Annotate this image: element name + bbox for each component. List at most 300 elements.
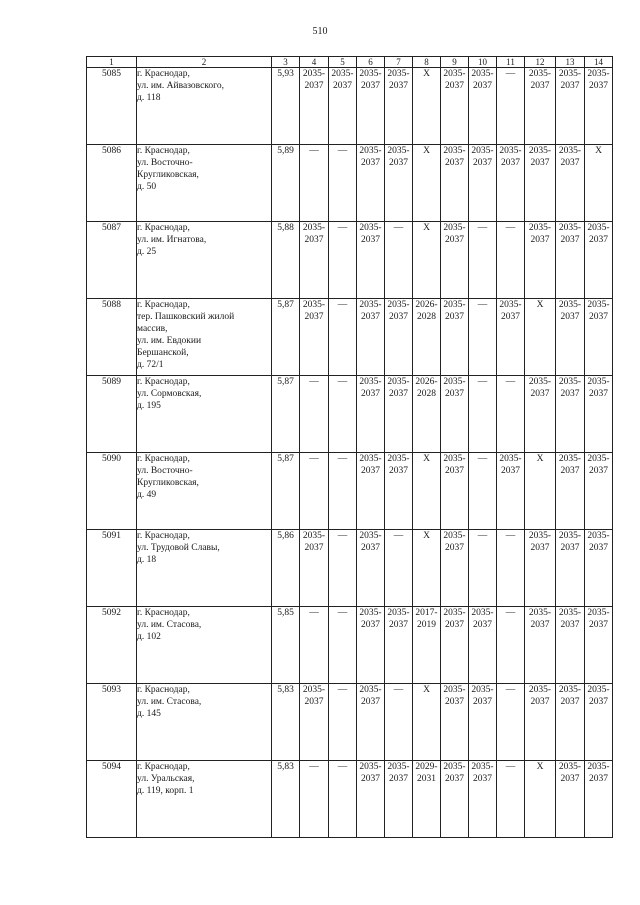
period-text: 2037 xyxy=(589,774,608,784)
period-text: 2037 xyxy=(361,466,380,476)
period-cell xyxy=(385,684,413,761)
value-cell: 5,86 xyxy=(272,530,300,607)
period-text: 2037 xyxy=(333,81,352,91)
row-number: 5086 xyxy=(87,145,137,222)
period-cell xyxy=(357,376,385,453)
period-text: 2037 xyxy=(389,81,408,91)
period-cell xyxy=(413,453,441,530)
address-line: ул. им. Игнатова, xyxy=(137,235,207,245)
period-text: — xyxy=(337,454,348,464)
period-text: 2037 xyxy=(589,81,608,91)
period-cell xyxy=(329,761,357,838)
period-cell xyxy=(329,68,357,145)
address-line: Кругликовская, xyxy=(137,478,199,488)
period-text: 2035- xyxy=(387,608,410,618)
value-cell: 5,85 xyxy=(272,607,300,684)
period-text: X xyxy=(536,762,544,772)
period-cell xyxy=(556,453,585,530)
period-cell xyxy=(357,530,385,607)
period-text: 2035- xyxy=(302,685,326,695)
column-header: 13 xyxy=(556,57,585,68)
period-text: 2037 xyxy=(361,235,380,245)
period-text: 2037 xyxy=(445,466,464,476)
period-text: 2035- xyxy=(471,762,494,772)
period-text: X xyxy=(595,146,602,156)
period-cell xyxy=(556,222,585,299)
period-text: X xyxy=(423,69,430,79)
period-text: 2035- xyxy=(443,454,466,464)
period-cell xyxy=(556,145,585,222)
period-cell xyxy=(556,761,585,838)
address-line: д. 72/1 xyxy=(137,360,164,370)
period-cell xyxy=(413,684,441,761)
period-text: 2037 xyxy=(445,543,464,553)
period-text: 2035- xyxy=(387,300,410,310)
period-text: 2035- xyxy=(387,69,410,79)
address-line: д. 145 xyxy=(137,709,161,719)
period-text: — xyxy=(505,377,516,387)
period-text: 2035- xyxy=(387,454,410,464)
period-text: 2037 xyxy=(560,466,580,476)
period-text: 2035- xyxy=(499,300,522,310)
period-text: 2035- xyxy=(471,69,494,79)
period-cell xyxy=(441,761,469,838)
period-cell xyxy=(556,299,585,376)
period-cell xyxy=(413,299,441,376)
period-text: 2037 xyxy=(361,774,380,784)
address-line: д. 50 xyxy=(137,182,157,192)
period-text: — xyxy=(505,685,516,695)
period-cell xyxy=(497,530,525,607)
value-cell: 5,83 xyxy=(272,761,300,838)
row-number: 5090 xyxy=(87,453,137,530)
period-text: 2035- xyxy=(331,69,354,79)
period-text: 2035- xyxy=(558,223,582,233)
period-cell xyxy=(357,68,385,145)
period-text: — xyxy=(393,223,404,233)
period-text: 2026- xyxy=(415,377,438,387)
period-cell xyxy=(357,453,385,530)
address-line: г. Краснодар, xyxy=(137,146,190,156)
period-text: 2037 xyxy=(530,158,550,168)
period-text: 2037 xyxy=(445,81,464,91)
period-cell xyxy=(357,299,385,376)
period-text: X xyxy=(423,454,430,464)
period-cell xyxy=(300,222,329,299)
period-text: 2035- xyxy=(499,146,522,156)
period-cell xyxy=(413,376,441,453)
period-text: 2035- xyxy=(387,762,410,772)
address-cell xyxy=(137,222,272,299)
period-text: 2035- xyxy=(558,377,582,387)
address-cell xyxy=(137,376,272,453)
column-header: 7 xyxy=(385,57,413,68)
period-text: 2037 xyxy=(530,389,550,399)
period-text: — xyxy=(505,531,516,541)
period-cell xyxy=(469,222,497,299)
period-cell xyxy=(357,222,385,299)
period-text: 2037 xyxy=(530,543,550,553)
header-row xyxy=(87,57,613,68)
period-text: 2035- xyxy=(499,454,522,464)
period-text: 2037 xyxy=(589,235,608,245)
period-cell xyxy=(329,684,357,761)
period-cell xyxy=(413,761,441,838)
period-cell xyxy=(441,222,469,299)
period-text: 2035- xyxy=(443,146,466,156)
period-text: 2037 xyxy=(389,774,408,784)
period-cell xyxy=(469,453,497,530)
period-text: — xyxy=(337,146,348,156)
period-cell xyxy=(585,607,613,684)
period-text: 2035- xyxy=(359,300,382,310)
table-row xyxy=(87,299,613,376)
row-number: 5089 xyxy=(87,376,137,453)
period-cell xyxy=(300,607,329,684)
period-cell xyxy=(300,299,329,376)
period-cell xyxy=(585,453,613,530)
address-line: Кругликовская, xyxy=(137,170,199,180)
address-line: Бершанской, xyxy=(137,348,189,358)
period-cell xyxy=(385,761,413,838)
period-cell xyxy=(441,530,469,607)
period-text: — xyxy=(505,223,516,233)
table-row xyxy=(87,684,613,761)
period-text: 2037 xyxy=(589,312,608,322)
period-text: 2037 xyxy=(389,466,408,476)
period-text: — xyxy=(337,531,348,541)
period-cell xyxy=(300,376,329,453)
period-text: 2035- xyxy=(528,685,552,695)
period-cell xyxy=(556,607,585,684)
period-cell xyxy=(497,68,525,145)
period-text: 2035- xyxy=(587,223,610,233)
period-text: 2035- xyxy=(558,531,582,541)
value-cell: 5,87 xyxy=(272,376,300,453)
period-text: X xyxy=(536,300,544,310)
period-cell xyxy=(300,68,329,145)
period-cell xyxy=(497,299,525,376)
period-text: 2037 xyxy=(304,543,324,553)
period-cell xyxy=(525,376,556,453)
period-text: 2035- xyxy=(302,300,326,310)
row-number: 5088 xyxy=(87,299,137,376)
row-number: 5087 xyxy=(87,222,137,299)
period-cell xyxy=(525,684,556,761)
period-text: 2035- xyxy=(359,531,382,541)
period-cell xyxy=(413,145,441,222)
period-text: — xyxy=(337,608,348,618)
period-text: 2035- xyxy=(387,377,410,387)
period-text: — xyxy=(477,223,488,233)
period-cell xyxy=(385,222,413,299)
period-text: 2035- xyxy=(443,762,466,772)
period-text: 2037 xyxy=(304,697,324,707)
period-text: 2037 xyxy=(589,389,608,399)
period-text: 2037 xyxy=(473,774,492,784)
period-cell xyxy=(585,684,613,761)
period-text: 2035- xyxy=(471,608,494,618)
period-text: 2035- xyxy=(302,69,326,79)
period-cell xyxy=(441,299,469,376)
address-line: д. 118 xyxy=(137,93,161,103)
period-cell xyxy=(469,607,497,684)
page-number: 510 xyxy=(312,26,328,37)
period-text: 2037 xyxy=(530,81,550,91)
period-cell xyxy=(441,453,469,530)
period-cell xyxy=(497,145,525,222)
period-cell xyxy=(329,530,357,607)
period-text: — xyxy=(309,454,319,464)
period-text: 2037 xyxy=(304,81,324,91)
row-number: 5092 xyxy=(87,607,137,684)
period-cell xyxy=(469,530,497,607)
period-text: 2035- xyxy=(528,608,552,618)
period-text: 2035- xyxy=(528,377,552,387)
period-text: 2037 xyxy=(560,81,580,91)
period-text: 2037 xyxy=(560,235,580,245)
address-line: г. Краснодар, xyxy=(137,685,190,695)
period-cell xyxy=(469,376,497,453)
address-line: д. 195 xyxy=(137,401,161,411)
period-text: 2037 xyxy=(501,312,520,322)
period-text: 2035- xyxy=(528,69,552,79)
address-line: г. Краснодар, xyxy=(137,300,190,310)
period-text: 2037 xyxy=(445,235,464,245)
period-cell xyxy=(300,530,329,607)
period-cell xyxy=(300,761,329,838)
value-cell: 5,83 xyxy=(272,684,300,761)
period-cell xyxy=(329,145,357,222)
column-header: 6 xyxy=(357,57,385,68)
period-text: 2037 xyxy=(445,774,464,784)
register-table xyxy=(86,56,613,838)
period-cell xyxy=(357,761,385,838)
period-text: 2037 xyxy=(530,620,550,630)
column-header: 2 xyxy=(137,57,272,68)
period-text: 2035- xyxy=(359,223,382,233)
column-header: 9 xyxy=(441,57,469,68)
table-row xyxy=(87,607,613,684)
period-text: 2035- xyxy=(443,608,466,618)
period-text: 2028 xyxy=(417,389,436,399)
period-text: 2037 xyxy=(501,466,520,476)
period-text: 2035- xyxy=(359,146,382,156)
table-row xyxy=(87,145,613,222)
period-text: 2035- xyxy=(587,377,610,387)
address-line: г. Краснодар, xyxy=(137,531,190,541)
period-text: 2037 xyxy=(361,389,380,399)
period-cell xyxy=(556,530,585,607)
address-line: г. Краснодар, xyxy=(137,762,190,772)
period-cell xyxy=(385,376,413,453)
period-text: 2037 xyxy=(473,697,492,707)
address-line: г. Краснодар, xyxy=(137,223,190,233)
period-cell xyxy=(357,684,385,761)
period-text: — xyxy=(309,762,319,772)
period-text: 2028 xyxy=(417,312,436,322)
period-cell xyxy=(329,376,357,453)
address-line: г. Краснодар, xyxy=(137,69,190,79)
period-text: — xyxy=(477,300,488,310)
period-text: 2037 xyxy=(389,389,408,399)
period-cell xyxy=(441,607,469,684)
period-cell xyxy=(525,607,556,684)
period-cell xyxy=(413,607,441,684)
row-number: 5085 xyxy=(87,68,137,145)
period-text: X xyxy=(536,454,544,464)
period-cell xyxy=(357,145,385,222)
period-text: 2037 xyxy=(445,620,464,630)
period-text: 2037 xyxy=(560,620,580,630)
period-text: 2035- xyxy=(558,146,582,156)
period-text: 2037 xyxy=(589,543,608,553)
period-cell xyxy=(525,453,556,530)
column-header: 11 xyxy=(497,57,525,68)
address-line: ул. Сормовская, xyxy=(137,389,202,399)
address-line: ул. Восточно- xyxy=(137,466,193,476)
period-cell xyxy=(300,145,329,222)
period-text: 2037 xyxy=(560,774,580,784)
period-cell xyxy=(525,299,556,376)
period-cell xyxy=(525,530,556,607)
period-text: 2037 xyxy=(389,620,408,630)
period-cell xyxy=(469,299,497,376)
address-line: ул. им. Айвазовского, xyxy=(137,81,224,91)
address-cell xyxy=(137,607,272,684)
period-cell xyxy=(585,68,613,145)
period-cell xyxy=(497,761,525,838)
period-text: 2037 xyxy=(473,158,492,168)
period-cell xyxy=(497,453,525,530)
period-text: 2037 xyxy=(589,620,608,630)
address-line: д. 18 xyxy=(137,555,157,565)
address-line: д. 102 xyxy=(137,632,161,642)
period-text: 2035- xyxy=(587,608,610,618)
table-row xyxy=(87,453,613,530)
value-cell: 5,93 xyxy=(272,68,300,145)
period-text: 2035- xyxy=(558,762,582,772)
address-line: д. 119, корп. 1 xyxy=(137,786,194,796)
period-cell xyxy=(385,145,413,222)
period-text: 2037 xyxy=(445,158,464,168)
address-cell xyxy=(137,299,272,376)
period-text: 2035- xyxy=(443,300,466,310)
address-line: ул. Трудовой Славы, xyxy=(137,543,220,553)
period-text: 2035- xyxy=(558,685,582,695)
row-number: 5091 xyxy=(87,530,137,607)
period-cell xyxy=(585,222,613,299)
period-text: 2035- xyxy=(359,762,382,772)
period-text: 2037 xyxy=(560,312,580,322)
period-text: 2037 xyxy=(589,466,608,476)
period-text: 2035- xyxy=(302,531,326,541)
period-text: 2037 xyxy=(361,697,380,707)
table-row xyxy=(87,530,613,607)
period-text: — xyxy=(337,685,348,695)
period-text: — xyxy=(393,685,404,695)
period-cell xyxy=(441,684,469,761)
row-number: 5093 xyxy=(87,684,137,761)
period-text: — xyxy=(309,608,319,618)
address-line: г. Краснодар, xyxy=(137,454,190,464)
period-text: X xyxy=(423,685,430,695)
period-text: 2035- xyxy=(359,685,382,695)
period-cell xyxy=(329,607,357,684)
period-text: 2035- xyxy=(587,454,610,464)
column-header: 1 xyxy=(87,57,137,68)
period-cell xyxy=(385,453,413,530)
period-text: 2035- xyxy=(443,69,466,79)
period-text: — xyxy=(477,531,488,541)
period-text: 2035- xyxy=(443,223,466,233)
period-text: 2017- xyxy=(415,608,438,618)
period-cell xyxy=(556,684,585,761)
period-cell xyxy=(413,68,441,145)
period-text: 2035- xyxy=(558,608,582,618)
period-text: 2031 xyxy=(417,774,436,784)
period-text: 2035- xyxy=(359,608,382,618)
period-text: 2037 xyxy=(560,697,580,707)
period-cell xyxy=(585,761,613,838)
period-text: 2037 xyxy=(560,158,580,168)
address-line: ул. им. Евдокии xyxy=(137,336,202,346)
period-text: 2035- xyxy=(443,685,466,695)
period-text: 2019 xyxy=(417,620,436,630)
period-text: 2037 xyxy=(361,312,380,322)
address-cell xyxy=(137,530,272,607)
period-text: — xyxy=(505,69,516,79)
address-line: д. 49 xyxy=(137,490,157,500)
period-text: — xyxy=(477,377,488,387)
period-text: 2035- xyxy=(528,223,552,233)
table-row xyxy=(87,222,613,299)
period-text: 2037 xyxy=(445,697,464,707)
value-cell: 5,87 xyxy=(272,299,300,376)
address-line: ул. им. Стасова, xyxy=(137,620,202,630)
period-text: 2037 xyxy=(473,620,492,630)
period-text: 2037 xyxy=(560,389,580,399)
period-text: 2035- xyxy=(558,300,582,310)
period-cell xyxy=(329,453,357,530)
period-cell xyxy=(525,222,556,299)
period-text: X xyxy=(423,531,430,541)
period-text: 2037 xyxy=(560,543,580,553)
period-text: 2037 xyxy=(445,389,464,399)
period-text: — xyxy=(309,377,319,387)
period-text: — xyxy=(477,454,488,464)
column-header: 8 xyxy=(413,57,441,68)
period-text: 2035- xyxy=(587,69,610,79)
period-text: 2037 xyxy=(530,697,550,707)
period-text: — xyxy=(337,762,348,772)
period-cell xyxy=(585,145,613,222)
period-cell xyxy=(329,222,357,299)
period-text: 2035- xyxy=(387,146,410,156)
period-text: — xyxy=(337,300,348,310)
period-text: X xyxy=(423,223,430,233)
period-cell xyxy=(300,453,329,530)
period-cell xyxy=(413,530,441,607)
period-text: 2037 xyxy=(361,543,380,553)
column-header: 12 xyxy=(525,57,556,68)
address-line: ул. им. Стасова, xyxy=(137,697,202,707)
period-cell xyxy=(469,145,497,222)
period-text: — xyxy=(505,608,516,618)
period-text: 2037 xyxy=(501,158,520,168)
period-text: 2029- xyxy=(415,762,438,772)
address-line: тер. Пашковский жилой xyxy=(137,312,235,322)
